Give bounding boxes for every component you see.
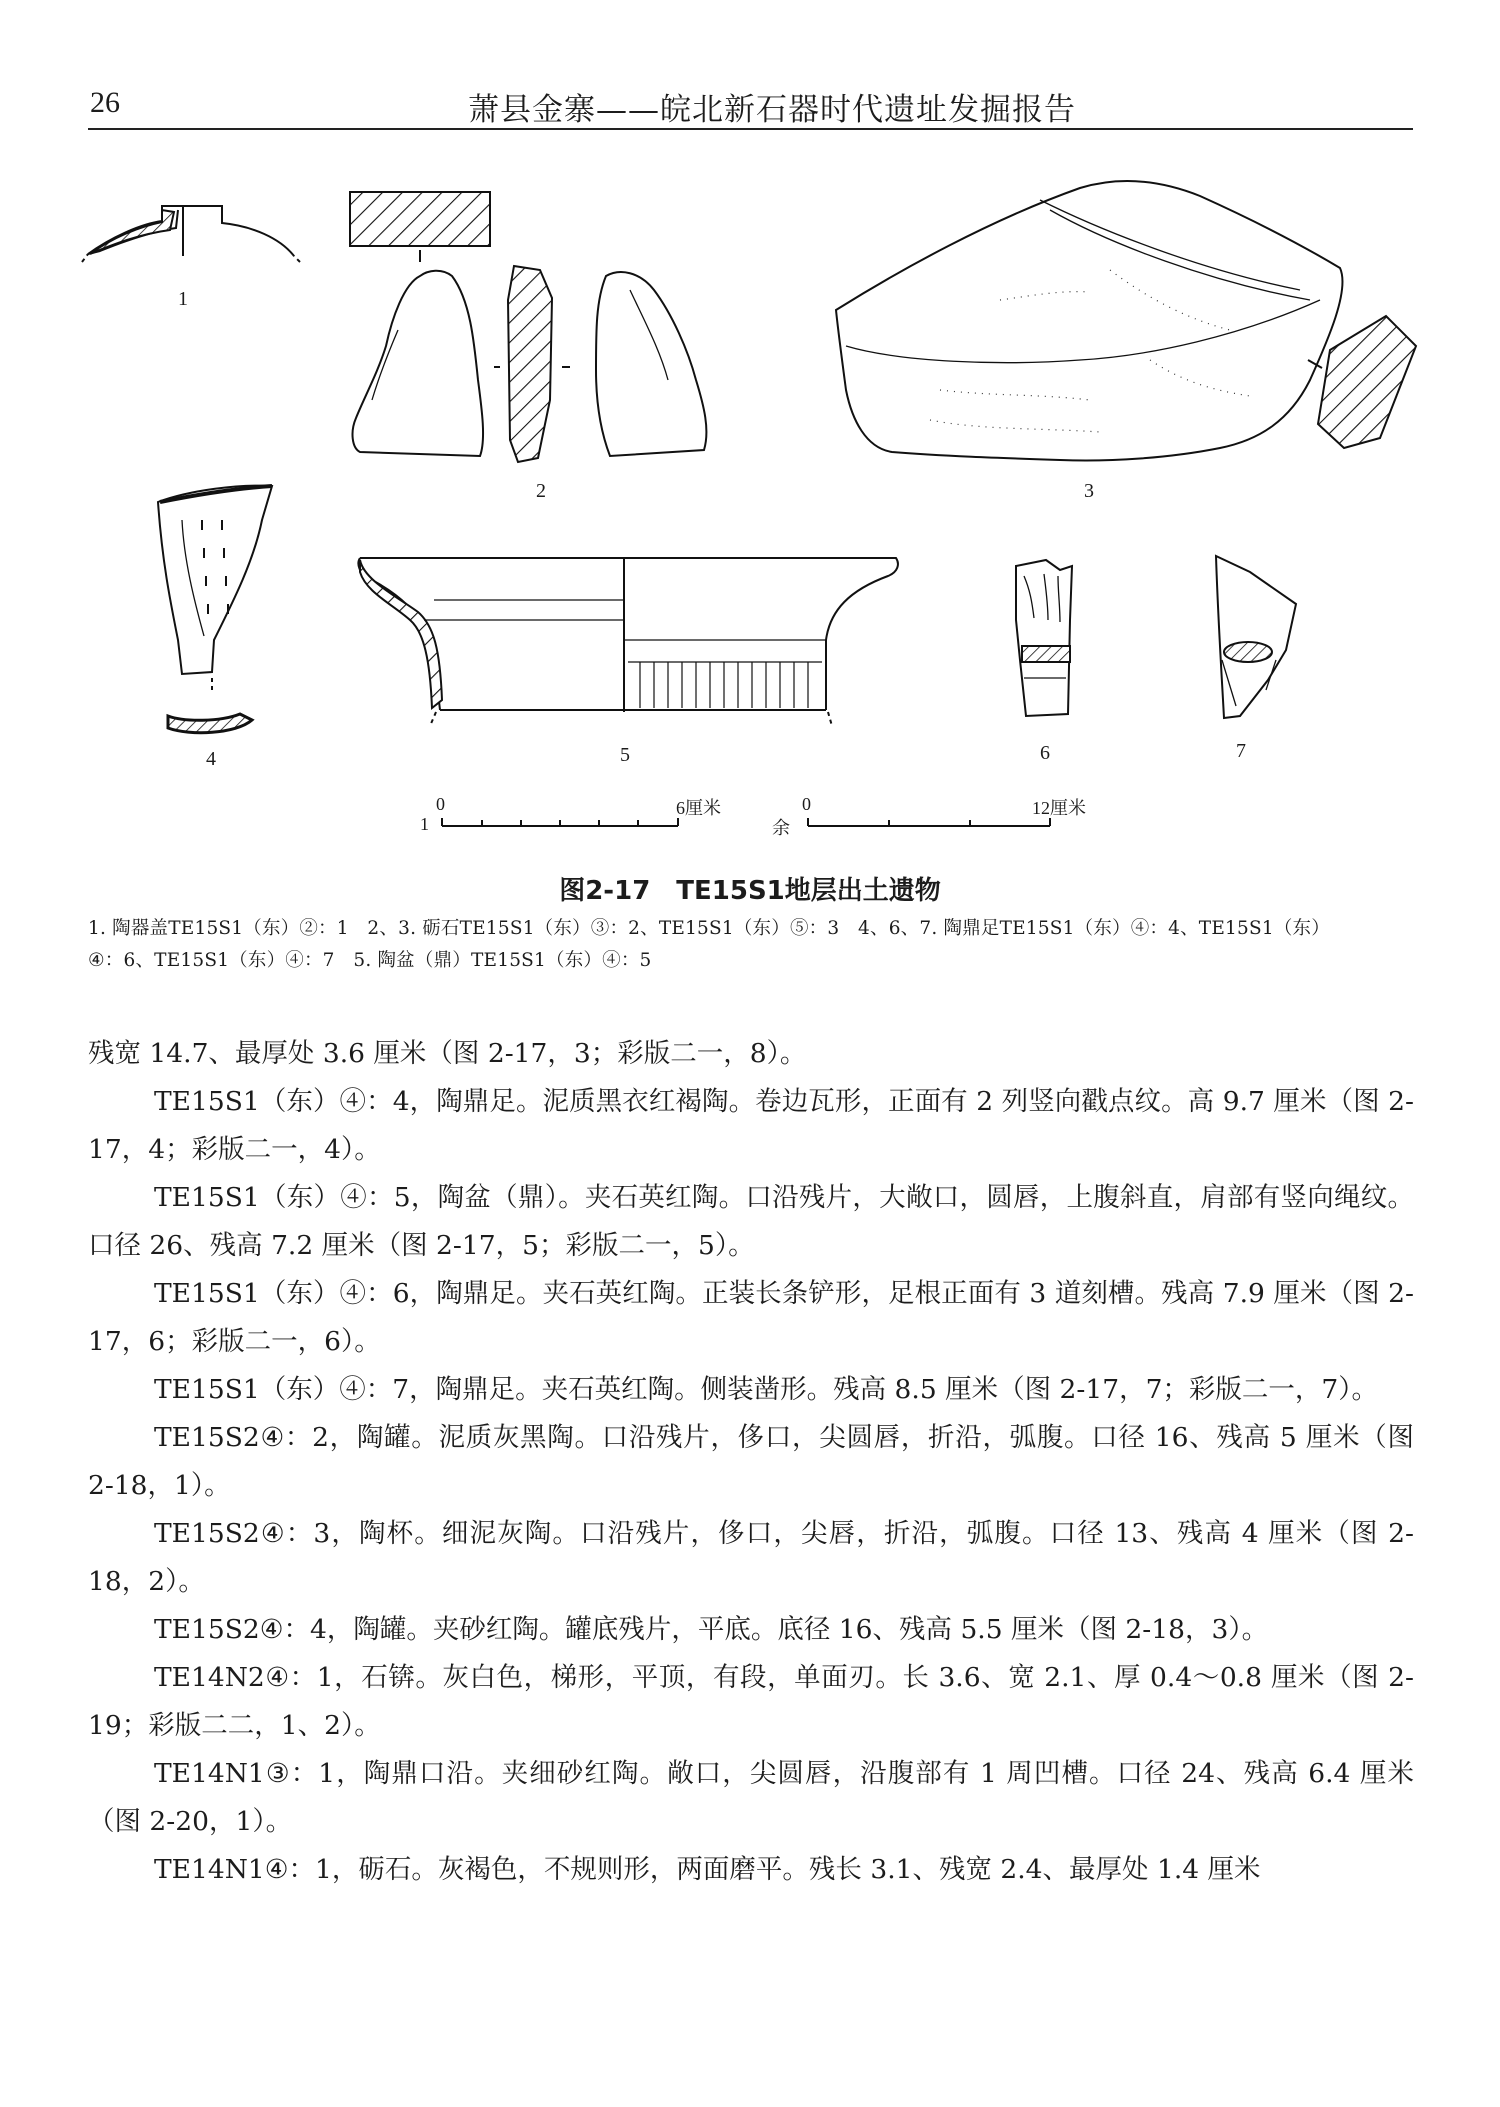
paragraph: TE15S1（东）④：7，陶鼎足。夹石英红陶。侧装凿形。残高 8.5 厘米（图 2-17，7；彩版二一，7）。: [154, 1374, 1379, 1405]
scale-1-start: 0: [436, 794, 445, 814]
paragraph: TE14N2④：1，石锛。灰白色，梯形，平顶，有段，单面刃。长 3.6、宽 2.1、厚 0.4～0.8 厘米（图 2-19；彩版二二，1、2）。: [88, 1662, 1414, 1741]
scale-1-prefix: 1: [420, 814, 429, 834]
scale-2-end: 12厘米: [1032, 798, 1086, 818]
paragraph: TE15S2④：3，陶杯。细泥灰陶。口沿残片，侈口，尖唇，折沿，弧腹。口径 13、残高 4 厘米（图 2-18，2）。: [88, 1518, 1414, 1597]
scale-bar-2: [808, 818, 1050, 826]
figure-legend-line-1: 1. 陶器盖TE15S1（东）②：1 2、3. 砺石TE15S1（东）③：2、TE15S1（东）⑤：3 4、6、7. 陶鼎足TE15S1（东）④：4、TE15S1（东）: [88, 918, 1330, 939]
artifact-label-5: 5: [620, 744, 630, 766]
artifact-2-drawing: [350, 192, 706, 462]
paragraph: TE15S1（东）④：6，陶鼎足。夹石英红陶。正装长条铲形，足根正面有 3 道刻槽。残高 7.9 厘米（图 2-17，6；彩版二一，6）。: [88, 1278, 1414, 1357]
body-text: [88, 1030, 1414, 1894]
paragraph: TE14N1④：1，砺石。灰褐色，不规则形，两面磨平。残长 3.1、残宽 2.4、最厚处 1.4 厘米: [154, 1854, 1261, 1885]
artifact-label-1: 1: [178, 288, 188, 310]
paragraph: TE14N1③：1，陶鼎口沿。夹细砂红陶。敞口，尖圆唇，沿腹部有 1 周凹槽。口径 24、残高 6.4 厘米（图 2-20，1）。: [88, 1758, 1414, 1837]
paragraph: 残宽 14.7、最厚处 3.6 厘米（图 2-17，3；彩版二一，8）。: [88, 1038, 807, 1069]
artifact-3-drawing: [836, 181, 1416, 460]
artifact-6-drawing: [1016, 560, 1072, 716]
artifact-label-4: 4: [206, 748, 216, 770]
artifact-5-drawing: [358, 558, 898, 726]
figure-legend-line-2: ④：6、TE15S1（东）④：7 5. 陶盆（鼎）TE15S1（东）④：5: [88, 950, 652, 971]
scale-2-prefix: 余: [772, 818, 790, 838]
artifact-label-2: 2: [536, 480, 546, 502]
scale-1-end: 6厘米: [676, 798, 721, 818]
running-title: 萧县金寨——皖北新石器时代遗址发掘报告: [468, 92, 1076, 128]
artifact-4-drawing: [158, 486, 272, 733]
artifact-label-7: 7: [1236, 740, 1246, 762]
artifact-7-drawing: [1216, 556, 1296, 718]
paragraph: TE15S1（东）④：5，陶盆（鼎）。夹石英红陶。口沿残片，大敞口，圆唇，上腹斜直，肩部有竖向绳纹。口径 26、残高 7.2 厘米（图 2-17，5；彩版二一，5）。: [88, 1182, 1414, 1261]
artifact-label-6: 6: [1040, 742, 1050, 764]
scale-bar-1: [442, 818, 678, 826]
artifact-label-3: 3: [1084, 480, 1094, 502]
page-number: 26: [90, 86, 120, 119]
paragraph: TE15S1（东）④：4，陶鼎足。泥质黑衣红褐陶。卷边瓦形，正面有 2 列竖向戳点纹。高 9.7 厘米（图 2-17，4；彩版二一，4）。: [88, 1086, 1414, 1165]
paragraph: TE15S2④：2，陶罐。泥质灰黑陶。口沿残片，侈口，尖圆唇，折沿，弧腹。口径 16、残高 5 厘米（图 2-18，1）。: [88, 1422, 1414, 1501]
figure-caption: 图2-17 TE15S1地层出土遗物: [559, 876, 941, 906]
paragraph: TE15S2④：4，陶罐。夹砂红陶。罐底残片，平底。底径 16、残高 5.5 厘米（图 2-18，3）。: [154, 1614, 1269, 1645]
scale-2-start: 0: [802, 794, 811, 814]
artifact-1-drawing: [82, 205, 300, 262]
figure-2-17-drawings: [0, 0, 1500, 860]
